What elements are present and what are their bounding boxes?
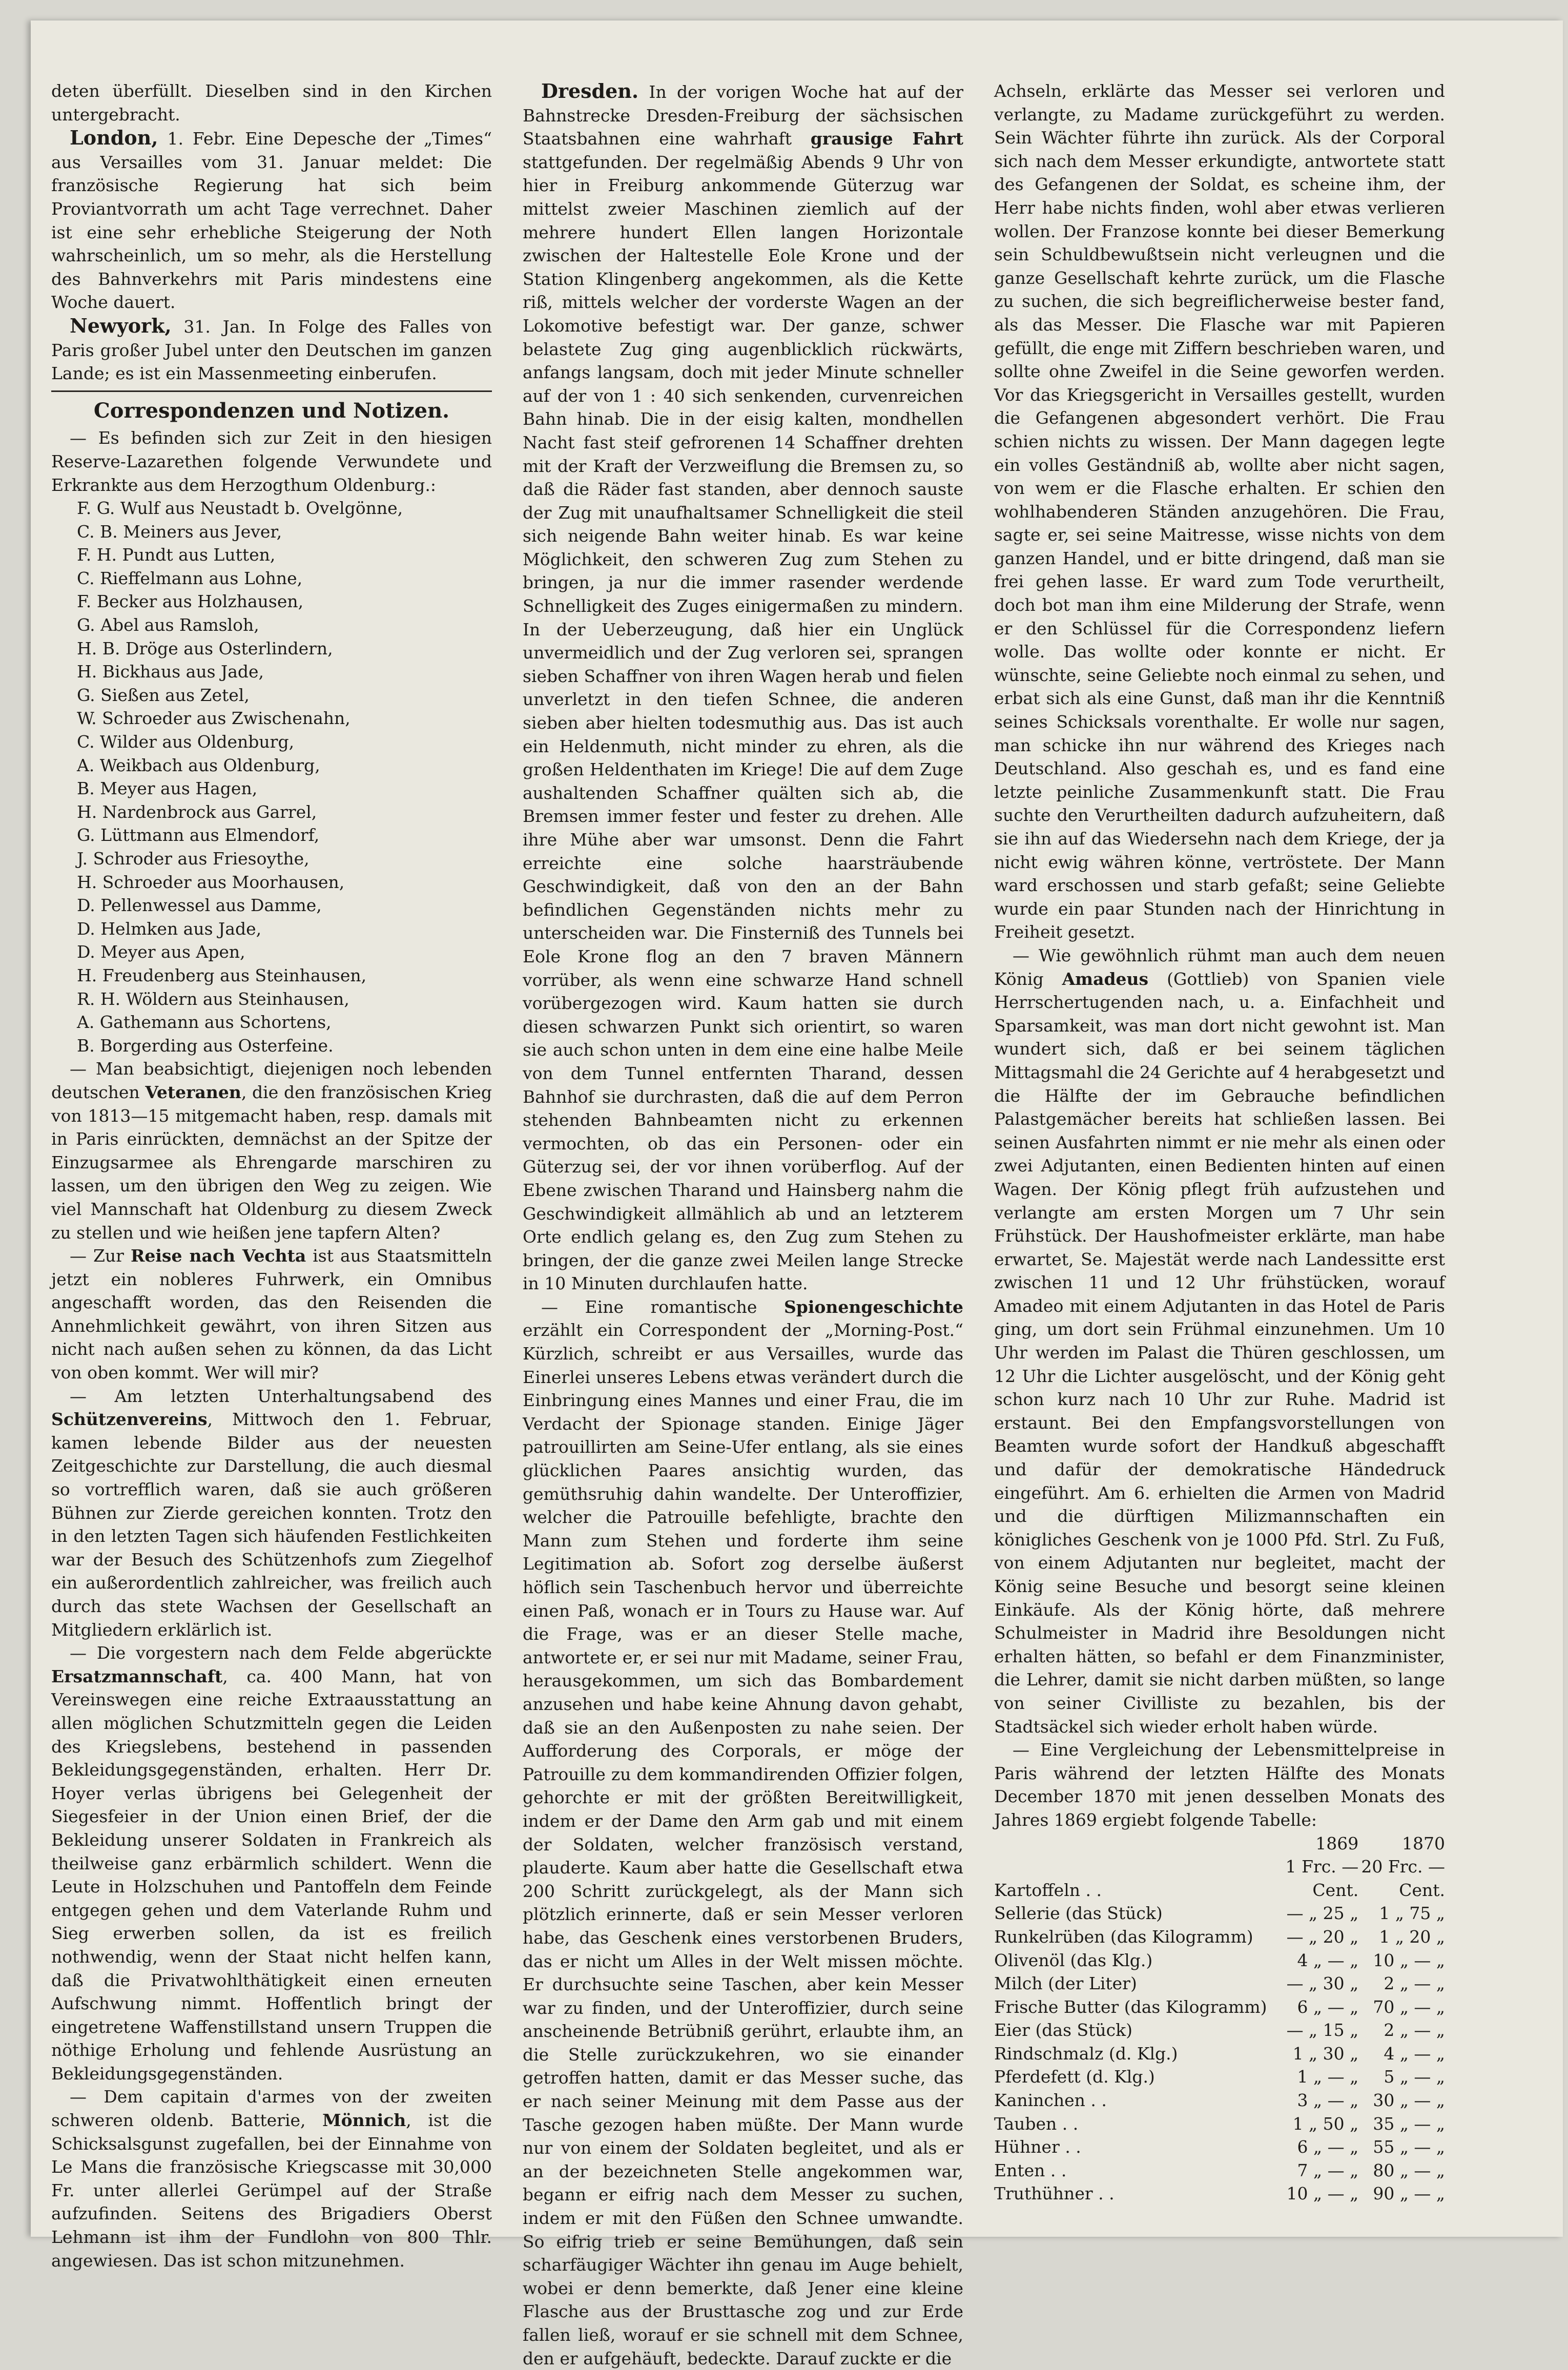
text: — Am letzten Unterhaltungsabend des	[70, 1386, 492, 1406]
price-1869: 1 „ — „	[1297, 2067, 1359, 2087]
wounded-list-item: H. Freudenberg aus Steinhausen,	[77, 965, 367, 985]
keyword: Spionengeschichte	[783, 1296, 963, 1317]
article-ersatzmannschaft	[51, 1641, 492, 2085]
text: , die den französischen Krieg von 1813—15 mitgemacht haben, resp. damals mit in Paris einrückten, demnächst an der Spitze der Einzugsarmee als Ehrengarde marschiren zu lassen, um den übrigen den Weg zu zeigen. Wie viel Mannschaft hat Oldenburg zu diesem Zweck zu stellen und wie heißen jene tapfern Alten?	[51, 1082, 492, 1243]
wounded-list-item: F. G. Wulf aus Neustadt b. Ovelgönne,	[77, 498, 403, 519]
price-item: Hühner . .	[994, 2137, 1081, 2157]
keyword: Ersatzmannschaft	[51, 1666, 223, 1686]
header-year-1869: 1869	[1315, 1833, 1359, 1853]
text: — Die vorgestern nach dem Felde abgerückte	[70, 1643, 492, 1663]
wounded-list	[51, 497, 492, 1057]
text: In der vorigen Woche hat auf der Bahnstrecke Dresden-Freiburg der sächsischen Staatsbahnen eine wahrhaft	[523, 82, 963, 149]
wounded-list-item: R. H. Wöldern aus Steinhausen,	[77, 988, 349, 1009]
price-item: Enten . .	[994, 2160, 1067, 2180]
price-1870: 10 „ — „	[1373, 1950, 1445, 1970]
article-fragment: deten überfüllt. Dieselben sind in den Kirchen untergebracht.	[51, 81, 492, 125]
wounded-list-item: G. Abel aus Ramsloh,	[77, 615, 259, 635]
wounded-list-item: F. H. Pundt aus Lutten,	[77, 545, 276, 565]
header-year-1870: 1870	[1402, 1833, 1445, 1853]
wounded-list-item: F. Becker aus Holzhausen,	[77, 591, 304, 612]
keyword: Amadeus	[1062, 968, 1149, 989]
price-table	[994, 1832, 1445, 2206]
price-item: Olivenöl (das Klg.)	[994, 1950, 1153, 1970]
wounded-list-item: D. Helmken aus Jade,	[77, 918, 262, 939]
price-item: Eier (das Stück)	[994, 2020, 1133, 2041]
article-amadeus	[994, 944, 1445, 1738]
price-1869: — „ 25 „	[1286, 1903, 1359, 1924]
price-1870: 30 „ — „	[1373, 2090, 1445, 2111]
article-lazarett-intro: — Es befinden sich zur Zeit in den hiesigen Reserve-Lazarethen folgende Verwundete und Erkrankte aus dem Herzogthum Oldenburg.:	[51, 428, 492, 495]
article-london	[51, 126, 492, 314]
article-veterans	[51, 1057, 492, 1244]
article-vechta	[51, 1244, 492, 1385]
text: — Man beabsichtigt, diejenigen noch lebenden deutschen	[51, 1059, 492, 1102]
price-item: Runkelrüben (das Kilogramm)	[994, 1926, 1253, 1947]
dateline-newyork: Newyork,	[70, 314, 172, 337]
text: , Mittwoch den 1. Februar, kamen lebende Bilder aus der neuesten Zeitgeschichte zur Darstellung, die auch diesmal so vortrefflich waren, daß sie auch größeren Bühnen zur Zierde gereichen konnten. Trotz den in den letzten Tagen sich häufenden Festlichkeiten war der Besuch des Schützenhofs zum Ziegelhof ein außerordentlich zahlreicher, was freilich auch durch das stete Wachsen der Gesellschaft an Mitgliedern erklärlich ist.	[51, 1409, 492, 1640]
keyword: Veteranen	[145, 1082, 241, 1102]
wounded-list-item: H. Schroeder aus Moorhausen,	[77, 872, 345, 892]
article-price-intro: — Eine Vergleichung der Lebensmittelpreise in Paris während der letzten Hälfte des Monats December 1870 mit jenen desselben Monats des Jahres 1869 ergiebt folgende Tabelle:	[994, 1740, 1445, 1830]
price-item: Milch (der Liter)	[994, 1973, 1137, 1994]
article-moennich	[51, 2085, 492, 2272]
text: — Wie gewöhnlich rühmt man auch dem neuen König	[994, 945, 1445, 989]
price-1870: 2 „ — „	[1384, 2020, 1445, 2041]
article-spionage	[523, 1295, 963, 2370]
table-row	[994, 2159, 1445, 2182]
price-1869: 1 „ 50 „	[1292, 2113, 1359, 2134]
price-1869: 6 „ — „	[1297, 1996, 1359, 2017]
price-1870: 70 „ — „	[1373, 1996, 1445, 2017]
wounded-list-item: H. Nardenbrock aus Garrel,	[77, 801, 317, 822]
table-row	[994, 1855, 1445, 1902]
wounded-list-item: G. Lüttmann aus Elmendorf,	[77, 825, 320, 846]
section-divider	[51, 390, 492, 392]
text: ist aus Staatsmitteln jetzt ein nobleres Fuhrwerk, ein Omnibus angeschafft worden, das den Reisenden die Annehmlichkeit gewährt, von ihren Sitzen aus nicht nach außen sehen zu können, da das Licht von oben kommt. Wer will mir?	[51, 1246, 492, 1383]
price-1869: — „ 20 „	[1286, 1926, 1359, 1947]
wounded-list-item: H. B. Dröge aus Osterlindern,	[77, 638, 333, 658]
text: erzählt ein Correspondent der „Morning-Post.“ Kürzlich, schreibt er aus Versailles, wurde das Einerlei unseres Lebens etwas verändert durch die Einbringung eines Mannes und einer Frau, die im Verdacht der Spionage standen. Einige Jäger patrouillirten am Seine-Ufer entlang, als sie eines glücklichen Paares ansichtig wurden, das gemüthsruhig dahin wandelte. Der Unteroffizier, welcher die Patrouille befehligte, brachte den Mann zum Stehen und forderte ihm seine Legitimation ab. Sofort zog derselbe äußerst höflich sein Taschenbuch hervor und überreichte einen Paß, wonach er in Tours zu Hause war. Auf die Frage, was er an dieser Stelle mache, antwortete er, er sei nur mit Madame, seiner Frau, herausgekommen, um sich das Bombardement anzusehen und habe keine Ahnung davon gehabt, daß sie an den Außenposten zu nahe seien. Der Aufforderung des Corporals, er möge der Patrouille zu dem kommandirenden Offizier folgen, gehorchte er mit der größten Bereitwilligkeit, indem er der Dame den Arm gab und mit einem der Soldaten, welcher französisch verstand, plauderte. Kaum aber hatte die Gesellschaft etwa 200 Schritt zurückgelegt, als der Mann sich plötzlich erinnerte, daß er sein Messer verloren habe, das Geschenk eines verstorbenen Bruders, das er nicht um Alles in der Welt missen möchte. Er durchsuchte seine Taschen, aber kein Messer war zu finden, und der Unteroffizier, durch seine anscheinende Betrübniß gerührt, erlaubte ihm, an die Stelle zurückzukehren, wo sie einander getroffen hatten, damit er das Messer suche, das er nach seiner Meinung mit dem Passe aus der Tasche gezogen haben müßte. Der Mann wurde nur von einem der Soldaten begleitet, und als er an der bezeichneten Stelle angekommen war, begann er eifrig nach dem Messer zu suchen, indem er mit den Füßen den Schnee umwandte. So eifrig trieb er seine Bemühungen, daß sein scharfäugiger Wächter ihn genau im Auge behielt, wobei er denn bemerkte, daß Jener eine kleine Flasche aus der Brusttasche zog und zur Erde fallen ließ, worauf er sie schnell mit dem Schnee, den er aufgehäuft, bedeckte. Darauf zuckte er die	[523, 1320, 963, 2368]
wounded-list-item: D. Pellenwessel aus Damme,	[77, 895, 322, 916]
price-1869: 1 „ 30 „	[1292, 2043, 1359, 2064]
text: , ca. 400 Mann, hat von Vereinswegen eine reiche Extraausstattung an allen möglichen Schutzmitteln gegen die Leiden des Kriegslebens, bestehend in passenden Bekleidungsgegenständen, erhalten. Herr Dr. Hoyer verlas übrigens bei Gelegenheit der Siegesfeier in der Union einen Brief, der die Bekleidung unserer Soldaten in Frankreich als theilweise ganz erbärmlich schildert. Wenn die Leute in Holzschuhen und Pantoffeln dem Feinde entgegen gehen und dem Vaterlande Ruhm und Sieg erwerben sollen, da ist es freilich nothwendig, wenn der Staat nicht helfen kann, daß die Privatwohlthätigkeit einen erneuten Aufschwung nimmt. Hoffentlich bringt der eingetretene Waffenstillstand unsern Truppen die nöthige Erholung und fehlende Ausrüstung an Bekleidungsgegenständen.	[51, 1666, 492, 2084]
keyword: Reise nach Vechta	[130, 1246, 306, 1266]
price-item: Kartoffeln . .	[994, 1880, 1102, 1900]
wounded-list-item: J. Schroder aus Friesoythe,	[77, 849, 310, 869]
price-1870: 80 „ — „	[1373, 2160, 1445, 2180]
section-title: Correspondenzen und Notizen.	[93, 398, 450, 423]
text: — Dem capitain d'armes von der zweiten schweren oldenb. Batterie,	[51, 2087, 492, 2131]
table-row	[994, 1902, 1445, 1925]
price-1870: 35 „ — „	[1373, 2113, 1445, 2134]
column-left	[51, 79, 492, 2272]
wounded-list-item: A. Gathemann aus Schortens,	[77, 1012, 332, 1033]
price-1869: 7 „ — „	[1297, 2160, 1359, 2180]
article-schuetzenverein	[51, 1385, 492, 1642]
article-spionage-continued: Achseln, erklärte das Messer sei verloren und verlangte, zu Madame zurückgeführt zu werden. Sein Wächter führte ihn zurück. Als der Corporal sich nach dem Messer erkundigte, antwortete statt des Gefangenen der Soldat, es scheine ihm, der Herr habe nichts finden, wohl aber etwas verlieren wollen. Der Franzose konnte bei dieser Bemerkung sein Schuldbewußtsein nicht verleugnen und die ganze Gesellschaft kehrte zurück, um die Flasche zu suchen, die sich begreiflicherweise bester fand, als das Messer. Die Flasche war mit Papieren gefüllt, die enge mit Ziffern beschrieben waren, und sollte ohne Zweifel in die Seine geworfen werden. Vor das Kriegsgericht in Versailles gestellt, wurden die Gefangenen abgesondert verhört. Die Frau schien nichts zu wissen. Der Mann dagegen legte ein volles Geständniß ab, wollte aber nicht sagen, von wem er die Flasche erhalten. Er schien den wohlhabenderen Ständen anzugehören. Die Frau, sagte er, sei seine Maitresse, wisse nichts von dem ganzen Handel, und er bitte dringend, daß man sie frei gehen lasse. Er ward zum Tode verurtheilt, doch bot man ihm eine Milderung der Strafe, wenn er den Schlüssel für die Correspondenz liefern wolle. Das wollte oder konnte er nicht. Er wünschte, seine Geliebte noch einmal zu sehen, und erbat sich als eine Gunst, daß man ihr die Kenntniß seines Schicksals vorenthalte. Er wolle nur sagen, man schicke ihn nur während des Krieges nach Deutschland. Also geschah es, und es fand eine letzte peinliche Zusammenkunft statt. Die Frau suchte den Verurtheilten dadurch aufzuheitern, daß sie ihn auf das Wiedersehn nach dem Kriege, der ja nicht ewig währen könne, vertröstete. Der Mann ward erschossen und starb gefaßt; seine Geliebte wurde ein paar Stunden nach der Hinrichtung in Freiheit gesetzt.	[994, 81, 1445, 942]
wounded-list-item: W. Schroeder aus Zwischenahn,	[77, 708, 350, 729]
price-item: Tauben . .	[994, 2113, 1079, 2134]
price-1869: 1 Frc. — Cent.	[1285, 1857, 1359, 1900]
text: — Zur	[70, 1246, 131, 1266]
article-newyork-text: 31. Jan. In Folge des Falles von Paris großer Jubel unter den Deutschen im ganzen Lande; es ist ein Massenmeeting einberufen.	[51, 316, 492, 384]
wounded-list-item: D. Meyer aus Apen,	[77, 942, 245, 962]
table-row	[994, 2018, 1445, 2042]
price-item: Kaninchen . .	[994, 2090, 1107, 2111]
text: (Gottlieb) von Spanien viele Herrschertugenden nach, u. a. Einfachheit und Sparsamkeit, was man dort nicht gewohnt ist. Man wundert sich, daß er bei seinem täglichen Mittagsmahl die 24 Gerichte auf 4 herabgesetzt und die Hälfte der im Gebrauche befindlichen Palastgemächer bereits hat schließen lassen. Bei seinen Ausfahrten nimmt er nie mehr als einen oder zwei Adjutanten, einen Bedienten hinten auf einen Wagen. Der König pflegt früh aufzustehen und verlangte am ersten Morgen um 7 Uhr sein Frühstück. Der Haushofmeister erklärte, man habe erwartet, Se. Majestät werde nach Landessitte erst zwischen 11 und 12 Uhr frühstücken, worauf Amadeo mit einem Adjutanten in das Hotel de Paris ging, um dort sein Frühmal einzunehmen. Um 10 Uhr werden im Palast die Thüren geschlossen, um 12 Uhr die Lichter ausgelöscht, und der König geht schon kurz nach 10 Uhr zur Ruhe. Madrid ist erstaunt. Bei den Empfangsvorstellungen von Beamten wurde sofort der Handkuß abgeschafft und dafür der demokratische Händedruck eingeführt. Am 6. erhielten die Armen von Madrid und die dürftigen Milizmannschaften ein königliches Geschenk von je 1000 Pfd. Strl. Zu Fuß, von einem Adjutanten nur begleitet, macht der König seine Besuche und besorgt seine kleinen Einkäufe. Als der König hörte, daß mehrere Schulmeister in Madrid ihre Besoldungen nicht erhalten hätten, so befahl er dem Finanzminister, die Lehrer, damit sie nicht darben müßten, so lange von seiner Civilliste zu bezahlen, bis der Stadtsäckel sich wieder erholt haben würde.	[994, 968, 1445, 1737]
wounded-list-item: H. Bickhaus aus Jade,	[77, 662, 264, 682]
table-row	[994, 2089, 1445, 2112]
price-item: Rindschmalz (d. Klg.)	[994, 2043, 1178, 2064]
price-item: Pferdefett (d. Klg.)	[994, 2067, 1155, 2087]
table-row	[994, 1995, 1445, 2019]
price-1869: 6 „ — „	[1297, 2137, 1359, 2157]
newspaper-page	[31, 20, 1563, 2368]
price-1870: 55 „ — „	[1373, 2137, 1445, 2157]
column-right	[994, 79, 1445, 2206]
article-london-text: 1. Febr. Eine Depesche der „Times“ aus Versailles vom 31. Januar meldet: Die französische Regierung hat sich beim Proviantvorrath um acht Tage verrechnet. Daher ist eine sehr erhebliche Steigerung der Noth wahrscheinlich, um so mehr, als die Herstellung des Bahnverkehrs mit Paris mindestens eine Woche dauert.	[51, 129, 492, 313]
table-row	[994, 2065, 1445, 2089]
wounded-list-item: G. Sießen aus Zetel,	[77, 685, 250, 705]
table-row	[994, 2112, 1445, 2136]
price-1870: 20 Frc. — Cent.	[1361, 1857, 1445, 1900]
price-1870: 2 „ — „	[1384, 1973, 1445, 1994]
table-row	[994, 1925, 1445, 1949]
column-middle	[523, 79, 963, 2370]
price-1869: 10 „ — „	[1286, 2183, 1359, 2204]
table-row	[994, 2042, 1445, 2066]
wounded-list-item: C. B. Meiners aus Jever,	[77, 521, 282, 542]
text: stattgefunden. Der regelmäßig Abends 9 Uhr von hier in Freiburg ankommende Güterzug war mittelst zweier Maschinen ziemlich auf der mehrere hundert Ellen langen Horizontale zwischen der Haltestelle Eole Krone und der Station Klingenberg angekommen, als die Kette riß, mittels welcher der vorderste Wagen an der Lokomotive befestigt war. Der ganze, schwer belastete Zug ging augenblicklich rückwärts, anfangs langsam, doch mit jeder Minute schneller auf der von 1 : 40 sich senkenden, curvenreichen Bahn hinab. Die in der eisig kalten, mondhellen Nacht fast steif gefrorenen 14 Schaffner drehten mit der Kraft der Verzweiflung die Bremsen zu, so daß die Räder fast standen, aber dennoch sauste der Zug mit unaufhaltsamer Schnelligkeit die steil sich neigende Bahn weiter hinab. Es war keine Möglichkeit, den schweren Zug zum Stehen zu bringen, ja nur die immer rasender werdende Schnelligkeit des Zuges einigermaßen zu mindern. In der Ueberzeugung, daß hier ein Unglück unvermeidlich und der Zug verloren sei, sprangen sieben Schaffner von ihren Wagen herab und fielen unverletzt in den tiefen Schnee, die anderen sieben aber hielten todesmuthig aus. Das ist auch ein Heldenmuth, nicht minder zu ehren, als die großen Heldenthaten im Kriege! Die auf dem Zuge aushaltenden Schaffner quälten sich ab, die Bremsen immer fester und fester zu drehen. Alle ihre Mühe aber war umsonst. Denn die Fahrt erreichte eine solche haarsträubende Geschwindigkeit, daß von den an der Bahn befindlichen Gegenständen nichts mehr zu unterscheiden war. Die Finsterniß des Tunnels bei Eole Krone flog an den 7 braven Männern vorrüber, als wenn eine schwarze Hand schnell vorübergezogen wird. Kaum hatten sie durch diesen schwarzen Punkt sich orientirt, so waren sie auch schon unten in dem eine eine halbe Meile von dem Tunnel entfernten Tharand, dessen Bahnhof sie durchrasten, daß die auf dem Perron stehenden Bahnbeamten nicht zu erkennen vermochten, ob das ein Personen- oder ein Güterzug sei, der vor ihnen vorüberflog. Auf der Ebene zwischen Tharand und Hainsberg nahm die Geschwindigkeit allmählich ab und an letzterem Orte endlich gelang es, den Zug zum Stehen zu bringen, der die ganze zwei Meilen lange Strecke in 10 Minuten durchlaufen hatte.	[523, 152, 963, 1294]
wounded-list-item: A. Weikbach aus Oldenburg,	[77, 755, 320, 775]
price-1870: 90 „ — „	[1373, 2183, 1445, 2204]
price-1870: 5 „ — „	[1384, 2067, 1445, 2087]
price-table-header	[994, 1832, 1445, 1856]
dateline-dresden: Dresden.	[541, 79, 639, 102]
price-item: Sellerie (das Stück)	[994, 1903, 1163, 1924]
wounded-list-item: C. Rieffelmann aus Lohne,	[77, 568, 303, 588]
price-1869: 3 „ — „	[1297, 2090, 1359, 2111]
table-row	[994, 2182, 1445, 2206]
keyword: grausige Fahrt	[810, 129, 963, 149]
article-newyork	[51, 314, 492, 385]
header-blank	[994, 1832, 1272, 1856]
price-1869: — „ 15 „	[1286, 2020, 1359, 2041]
wounded-list-item: C. Wilder aus Oldenburg,	[77, 732, 295, 752]
wounded-list-item: B. Meyer aus Hagen,	[77, 778, 258, 799]
price-1869: 4 „ — „	[1297, 1950, 1359, 1970]
text: , ist die Schicksalsgunst zugefallen, bei der Einnahme von Le Mans die französische Kriegscasse mit 30,000 Fr. unter allerlei Gerümpel auf der Straße aufzufinden. Seitens des Brigadiers Oberst Lehmann ist ihm der Fundlohn von 800 Thlr. angewiesen. Das ist schon mitzunehmen.	[51, 2110, 492, 2271]
price-1870: 4 „ — „	[1384, 2043, 1445, 2064]
table-row	[994, 2135, 1445, 2159]
price-item: Frische Butter (das Kilogramm)	[994, 1996, 1267, 2017]
table-row	[994, 1949, 1445, 1972]
keyword: Mönnich	[322, 2110, 406, 2131]
table-row	[994, 1972, 1445, 1995]
wounded-list-item: B. Borgerding aus Osterfeine.	[77, 1035, 334, 1056]
dateline-london: London,	[70, 126, 158, 150]
price-table-body	[994, 1855, 1445, 2206]
price-1870: 1 „ 75 „	[1379, 1903, 1445, 1924]
article-dresden	[523, 79, 963, 1295]
price-1869: — „ 30 „	[1286, 1973, 1359, 1994]
price-item: Truthühner . .	[994, 2183, 1115, 2204]
keyword: Schützenvereins	[51, 1409, 208, 1430]
price-1870: 1 „ 20 „	[1379, 1926, 1445, 1947]
text: — Eine romantische	[541, 1296, 784, 1317]
